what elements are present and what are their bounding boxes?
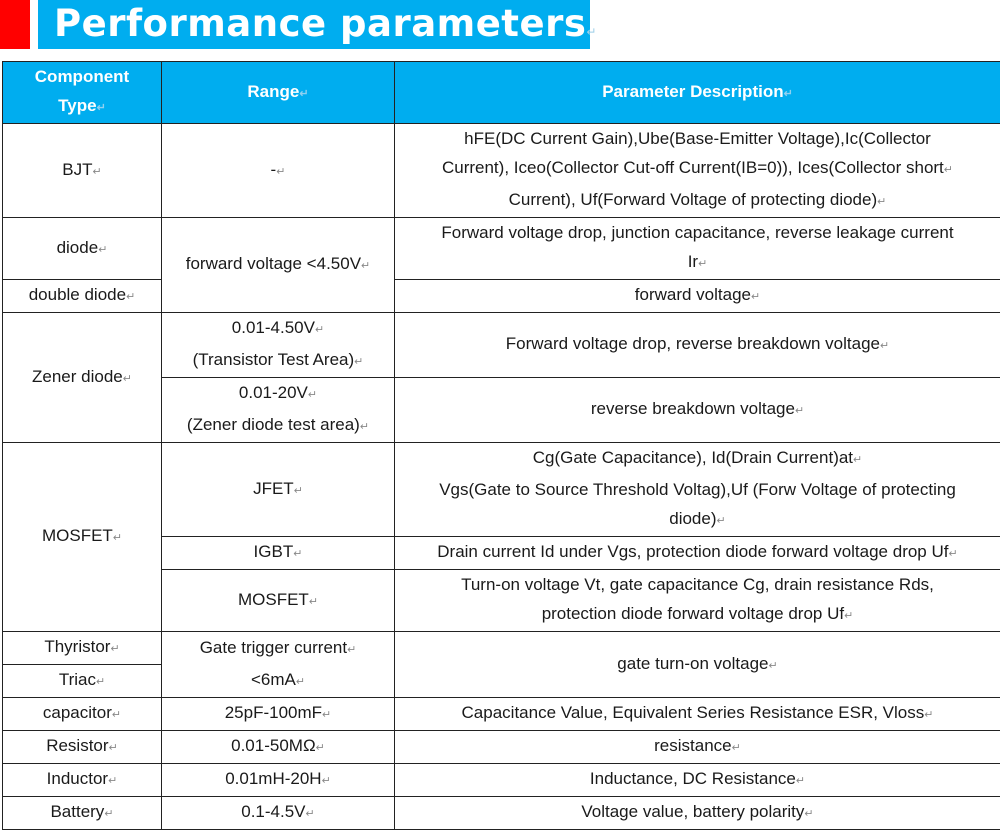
cell-text: Voltage value, battery polarity <box>581 802 804 821</box>
paragraph-mark-icon: ↵ <box>316 742 325 754</box>
cell-range <box>162 537 395 570</box>
paragraph-mark-icon: ↵ <box>299 88 308 100</box>
column-header-component-type <box>3 62 162 124</box>
cell-text: JFET <box>253 479 294 498</box>
cell-text: Forward voltage drop, reverse breakdown voltage <box>506 334 880 353</box>
paragraph-mark-icon: ↵ <box>294 485 303 497</box>
cell-range <box>162 378 395 443</box>
cell-text: Current), Uf(Forward Voltage of protecting diode) <box>509 190 878 209</box>
cell-type <box>3 665 162 698</box>
cell-type <box>3 313 162 443</box>
cell-type <box>3 218 162 280</box>
table-row-thyristor <box>3 632 1000 665</box>
paragraph-mark-icon: ↵ <box>844 610 853 622</box>
cell-text: 0.01-20V <box>239 383 308 402</box>
cell-description <box>395 378 1000 443</box>
cell-range <box>162 632 395 698</box>
cell-text: diode) <box>669 509 716 528</box>
cell-text: Type <box>58 96 96 115</box>
paragraph-mark-icon: ↵ <box>322 775 331 787</box>
cell-text: double diode <box>29 285 126 304</box>
paragraph-mark-icon: ↵ <box>732 742 741 754</box>
cell-text: gate turn-on voltage <box>617 654 768 673</box>
paragraph-mark-icon: ↵ <box>96 676 105 688</box>
cell-text: 0.1-4.5V <box>241 802 305 821</box>
paragraph-mark-icon: ↵ <box>853 454 862 466</box>
table-header-row <box>3 62 1000 124</box>
cell-text: - <box>271 160 277 179</box>
cell-type <box>3 632 162 665</box>
cell-text: Parameter Description <box>602 82 783 101</box>
cell-text: IGBT <box>254 542 294 561</box>
cell-type <box>3 797 162 830</box>
paragraph-mark-icon: ↵ <box>104 808 113 820</box>
cell-text: (Transistor Test Area) <box>193 350 355 369</box>
paragraph-mark-icon: ↵ <box>347 644 356 656</box>
cell-text: 0.01-4.50V <box>232 318 315 337</box>
table-row-double-diode <box>3 280 1000 313</box>
paragraph-mark-icon: ↵ <box>877 196 886 208</box>
cell-text: Resistor <box>46 736 108 755</box>
table-row-inductor <box>3 764 1000 797</box>
paragraph-mark-icon: ↵ <box>276 166 285 178</box>
cell-text: diode <box>57 238 99 257</box>
cell-text: (Zener diode test area) <box>187 415 360 434</box>
cell-text: Inductor <box>47 769 108 788</box>
cell-text: capacitor <box>43 703 112 722</box>
cell-range <box>162 124 395 218</box>
cell-text: MOSFET <box>238 590 309 609</box>
table-row-capacitor <box>3 698 1000 731</box>
cell-text: Zener diode <box>32 367 123 386</box>
cell-description <box>395 764 1000 797</box>
paragraph-mark-icon: ↵ <box>751 291 760 303</box>
cell-text: forward voltage <box>635 285 751 304</box>
cell-text: Gate trigger current <box>200 638 347 657</box>
cell-range <box>162 313 395 378</box>
cell-description <box>395 731 1000 764</box>
paragraph-mark-icon: ↵ <box>361 260 370 272</box>
table-row-zener-1 <box>3 313 1000 378</box>
table-row-battery <box>3 797 1000 830</box>
cell-text: hFE(DC Current Gain),Ube(Base-Emitter Voltage),Ic(Collector <box>464 129 931 148</box>
paragraph-mark-icon: ↵ <box>360 421 369 433</box>
red-accent-block <box>0 0 30 49</box>
paragraph-mark-icon: ↵ <box>949 548 958 560</box>
cell-text: Battery <box>50 802 104 821</box>
cell-range <box>162 764 395 797</box>
cell-description <box>395 797 1000 830</box>
performance-table <box>2 61 1000 830</box>
table-row-jfet <box>3 443 1000 537</box>
paragraph-mark-icon: ↵ <box>698 258 707 270</box>
column-header-range <box>162 62 395 124</box>
cell-text: Turn-on voltage Vt, gate capacitance Cg, drain resistance Rds, <box>461 575 934 594</box>
column-header-description <box>395 62 1000 124</box>
table-row-resistor <box>3 731 1000 764</box>
cell-text: <6mA <box>251 670 296 689</box>
cell-description <box>395 313 1000 378</box>
cell-description <box>395 124 1000 218</box>
cell-description <box>395 218 1000 280</box>
paragraph-mark-icon: ↵ <box>126 291 135 303</box>
paragraph-mark-icon: ↵ <box>784 88 793 100</box>
cell-type <box>3 124 162 218</box>
cell-range <box>162 797 395 830</box>
cell-range <box>162 731 395 764</box>
cell-text: Capacitance Value, Equivalent Series Resistance ESR, Vloss <box>462 703 925 722</box>
cell-text: 25pF-100mF <box>225 703 322 722</box>
cell-text: 0.01mH-20H <box>225 769 321 788</box>
paragraph-mark-icon: ↵ <box>717 515 726 527</box>
paragraph-mark-icon: ↵ <box>795 405 804 417</box>
paragraph-mark-icon: ↵ <box>322 709 331 721</box>
cell-text: forward voltage <4.50V <box>186 254 361 273</box>
cell-type <box>3 280 162 313</box>
cell-text: Forward voltage drop, junction capacitance, reverse leakage current <box>441 223 953 242</box>
cell-text: Range <box>247 82 299 101</box>
cell-text: Vgs(Gate to Source Threshold Voltag),Uf (Forw Voltage of protecting <box>439 480 956 499</box>
cell-text: BJT <box>62 160 92 179</box>
paragraph-mark-icon: ↵ <box>804 808 813 820</box>
cell-range <box>162 698 395 731</box>
paragraph-mark-icon: ↵ <box>880 340 889 352</box>
cell-description <box>395 280 1000 313</box>
paragraph-mark-icon: ↵ <box>309 596 318 608</box>
cell-text: Component <box>35 67 129 86</box>
paragraph-mark-icon: ↵ <box>296 676 305 688</box>
paragraph-mark-icon: ↵ <box>315 324 324 336</box>
cell-text: MOSFET <box>42 526 113 545</box>
paragraph-mark-icon: ↵ <box>769 660 778 672</box>
paragraph-mark-icon: ↵ <box>586 25 597 39</box>
page-title-text: Performance parameters <box>54 2 586 45</box>
cell-description <box>395 698 1000 731</box>
cell-text: Drain current Id under Vgs, protection diode forward voltage drop Uf <box>437 542 948 561</box>
paragraph-mark-icon: ↵ <box>354 356 363 368</box>
paragraph-mark-icon: ↵ <box>109 742 118 754</box>
paragraph-mark-icon: ↵ <box>108 775 117 787</box>
paragraph-mark-icon: ↵ <box>306 808 315 820</box>
table-row-diode <box>3 218 1000 280</box>
cell-range <box>162 218 395 313</box>
cell-text: resistance <box>654 736 731 755</box>
cell-text: Cg(Gate Capacitance), Id(Drain Current)at <box>533 448 853 467</box>
paragraph-mark-icon: ↵ <box>110 643 119 655</box>
paragraph-mark-icon: ↵ <box>123 373 132 385</box>
paragraph-mark-icon: ↵ <box>112 709 121 721</box>
cell-text: Current), Iceo(Collector Cut-off Current(IB=0)), Ices(Collector short <box>442 158 944 177</box>
cell-type <box>3 731 162 764</box>
cell-description <box>395 443 1000 537</box>
paragraph-mark-icon: ↵ <box>97 102 106 114</box>
cell-range <box>162 443 395 537</box>
cell-type <box>3 698 162 731</box>
paragraph-mark-icon: ↵ <box>93 166 102 178</box>
cell-text: protection diode forward voltage drop Uf <box>542 604 844 623</box>
paragraph-mark-icon: ↵ <box>796 775 805 787</box>
paragraph-mark-icon: ↵ <box>308 389 317 401</box>
cell-text: Thyristor <box>44 637 110 656</box>
cell-text: Inductance, DC Resistance <box>590 769 796 788</box>
cell-text: 0.01-50MΩ <box>231 736 316 755</box>
cell-type <box>3 443 162 632</box>
paragraph-mark-icon: ↵ <box>98 244 107 256</box>
table-row-bjt <box>3 124 1000 218</box>
paragraph-mark-icon: ↵ <box>293 548 302 560</box>
cell-text: Triac <box>59 670 96 689</box>
page-title <box>38 0 590 49</box>
cell-text: reverse breakdown voltage <box>591 399 795 418</box>
cell-text: Ir <box>688 252 698 271</box>
paragraph-mark-icon: ↵ <box>924 709 933 721</box>
paragraph-mark-icon: ↵ <box>113 532 122 544</box>
paragraph-mark-icon: ↵ <box>944 164 953 176</box>
cell-description <box>395 537 1000 570</box>
cell-description <box>395 570 1000 632</box>
cell-description <box>395 632 1000 698</box>
cell-type <box>3 764 162 797</box>
cell-range <box>162 570 395 632</box>
